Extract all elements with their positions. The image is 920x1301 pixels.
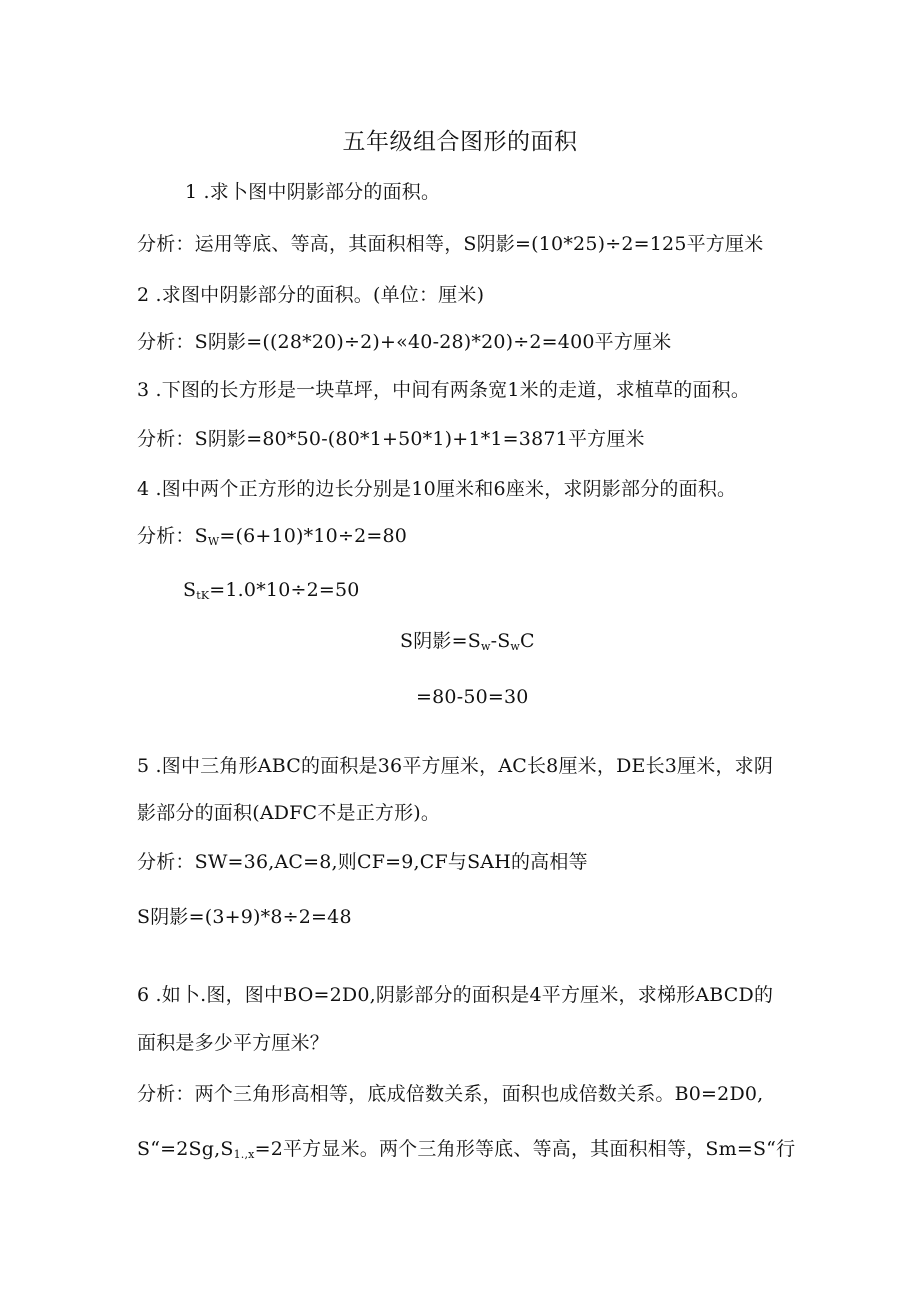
analysis-1: 分析：运用等底、等高，其面积相等，S阴影=(10*25)÷2=125平方厘米 xyxy=(137,233,764,255)
question-6-line-1: 6 .如卜.图，图中BO=2D0,阴影部分的面积是4平方厘米，求梯形ABCD的 xyxy=(137,984,774,1006)
page-title: 五年级组合图形的面积 xyxy=(342,129,578,155)
analysis-6-line-2-sub: 1.,x xyxy=(233,1148,255,1161)
analysis-5-line-1: 分析：SW=36,AC=8,则CF=9,CF与SAH的高相等 xyxy=(137,851,588,873)
analysis-4-line-3-rest: C xyxy=(520,630,535,652)
analysis-4-line-2-rest: =1.0*10÷2=50 xyxy=(209,579,360,601)
analysis-4-line-3-sub-1: w xyxy=(480,640,491,653)
analysis-4-line-2 xyxy=(183,578,360,608)
question-2: 2 .求图中阴影部分的面积。(单位：厘米) xyxy=(137,284,485,306)
analysis-4-line-3 xyxy=(400,629,535,659)
analysis-4-line-1-rest: =(6+10)*10÷2=80 xyxy=(219,525,408,547)
question-6-line-2: 面积是多少平方厘米？ xyxy=(137,1032,330,1054)
analysis-4-line-3-sub-2: w xyxy=(510,640,521,653)
question-4: 4 .图中两个正方形的边长分别是10厘米和6座米，求阴影部分的面积。 xyxy=(137,478,737,500)
analysis-6-line-2 xyxy=(137,1137,795,1167)
analysis-5-line-2: S阴影=(3+9)*8÷2=48 xyxy=(137,906,352,928)
question-1: 1 .求卜图中阴影部分的面积。 xyxy=(185,181,441,203)
analysis-4-line-1-sub: W xyxy=(207,535,220,548)
analysis-4-line-1-prefix: 分析：S xyxy=(137,525,208,547)
analysis-4-line-2-prefix: S xyxy=(183,579,197,601)
question-3: 3 .下图的长方形是一块草坪，中间有两条宽1米的走道，求植草的面积。 xyxy=(137,379,751,401)
analysis-4-line-4: =80-50=30 xyxy=(416,686,529,708)
analysis-6-line-2-prefix: S“=2Sg,S xyxy=(137,1138,234,1160)
analysis-6-line-1: 分析：两个三角形高相等，底成倍数关系，面积也成倍数关系。B0=2D0, xyxy=(137,1083,764,1105)
analysis-6-line-2-rest: =2平方显米。两个三角形等底、等高，其面积相等，Sm=S“行 xyxy=(254,1138,796,1160)
question-5-line-2: 影部分的面积(ADFC不是正方形)。 xyxy=(137,802,441,824)
analysis-2: 分析：S阴影=((28*20)÷2)+«40-28)*20)÷2=400平方厘米 xyxy=(137,331,672,353)
analysis-4-line-2-sub: tK xyxy=(196,589,210,602)
question-5-line-1: 5 .图中三角形ABC的面积是36平方厘米，AC长8厘米，DE长3厘米，求阴 xyxy=(137,755,774,777)
analysis-4-line-3-prefix: S阴影=S xyxy=(400,630,481,652)
analysis-3: 分析：S阴影=80*50-(80*1+50*1)+1*1=3871平方厘米 xyxy=(137,428,645,450)
analysis-4-line-3-mid: -S xyxy=(490,630,511,652)
analysis-4-line-1 xyxy=(137,524,407,554)
